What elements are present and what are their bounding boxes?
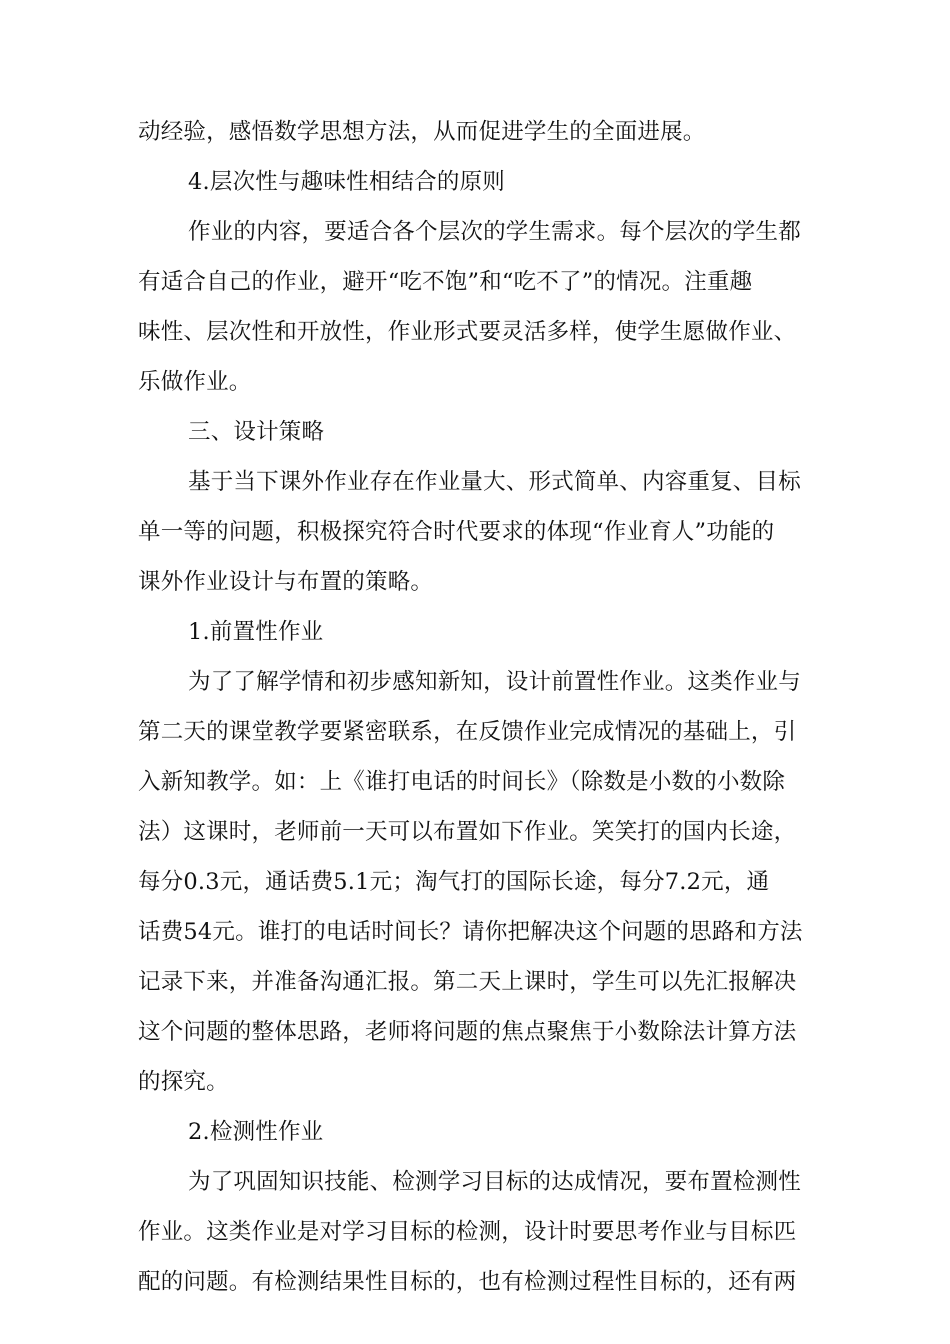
text-line: 课外作业设计与布置的策略。 (138, 569, 434, 595)
section-heading: 2.检测性作业 (188, 1119, 324, 1145)
text-line: 为了了解学情和初步感知新知，设计前置性作业。这类作业与 (188, 669, 801, 695)
text-line: 味性、层次性和开放性，作业形式要灵活多样，使学生愿做作业、 (138, 319, 797, 345)
text-line: 的探究。 (138, 1069, 229, 1095)
text-line: 乐做作业。 (138, 369, 252, 395)
text-line: 第二天的课堂教学要紧密联系，在反馈作业完成情况的基础上，引 (138, 719, 797, 745)
text-line: 每分0.3元，通话费5.1元；淘气打的国际长途，每分7.2元，通 (138, 869, 770, 895)
text-line: 单一等的问题，积极探究符合时代要求的体现“作业育人”功能的 (138, 519, 775, 545)
text-line: 作业的内容，要适合各个层次的学生需求。每个层次的学生都 (188, 219, 801, 245)
text-line: 动经验，感悟数学思想方法，从而促进学生的全面进展。 (138, 119, 706, 145)
section-heading: 1.前置性作业 (188, 619, 324, 645)
text-line: 话费54元。谁打的电话时间长？请你把解决这个问题的思路和方法 (138, 919, 803, 945)
text-line: 配的问题。有检测结果性目标的，也有检测过程性目标的，还有两 (138, 1269, 797, 1295)
text-line: 记录下来，并准备沟通汇报。第二天上课时，学生可以先汇报解决 (138, 969, 797, 995)
text-line: 基于当下课外作业存在作业量大、形式简单、内容重复、目标 (188, 469, 801, 495)
text-line: 有适合自己的作业，避开“吃不饱”和“吃不了”的情况。注重趣 (138, 269, 753, 295)
text-line: 法）这课时，老师前一天可以布置如下作业。笑笑打的国内长途， (138, 819, 797, 845)
text-line: 入新知教学。如：上《谁打电话的时间长》（除数是小数的小数除 (138, 769, 786, 795)
section-heading: 4.层次性与趣味性相结合的原则 (188, 169, 505, 195)
section-heading: 三、设计策略 (188, 419, 325, 445)
text-line: 为了巩固知识技能、检测学习目标的达成情况，要布置检测性 (188, 1169, 801, 1195)
text-line: 这个问题的整体思路，老师将问题的焦点聚焦于小数除法计算方法 (138, 1019, 797, 1045)
text-line: 作业。这类作业是对学习目标的检测，设计时要思考作业与目标匹 (138, 1219, 797, 1245)
